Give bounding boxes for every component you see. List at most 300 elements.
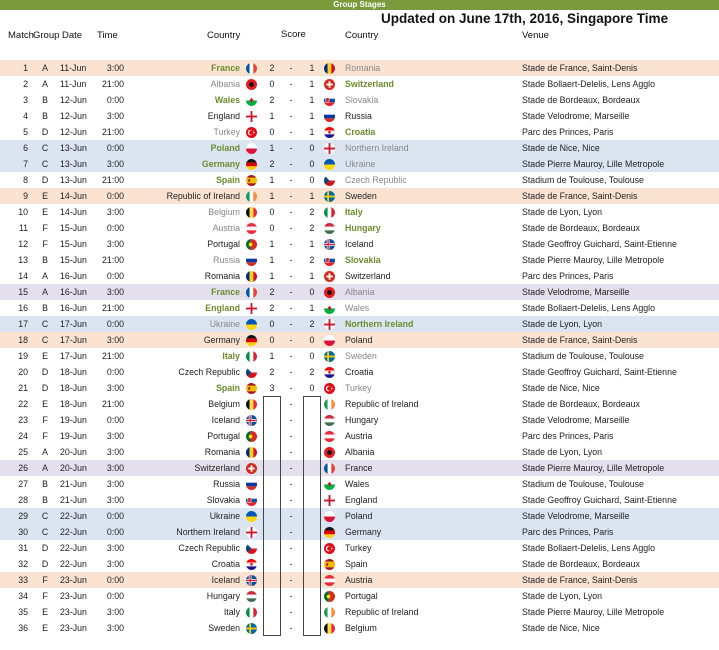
score-separator: - [289, 511, 293, 521]
match-number: 26 [18, 463, 28, 473]
match-number: 4 [23, 111, 28, 121]
score-separator: - [289, 79, 293, 89]
match-group: B [42, 95, 48, 105]
match-venue: Stade de Lyon, Lyon [522, 207, 603, 217]
match-venue: Stade Velodrome, Marseille [522, 415, 630, 425]
home-score-input[interactable] [263, 588, 281, 604]
away-team: Poland [345, 335, 373, 345]
away-score-input[interactable] [303, 588, 321, 604]
match-venue: Stade Pierre Mauroy, Lille Metropole [522, 463, 665, 473]
match-date: 17-Jun [60, 335, 87, 345]
match-group: D [41, 175, 49, 185]
match-time: 3:00 [106, 623, 124, 633]
match-number: 7 [23, 159, 28, 169]
match-date: 13-Jun [60, 143, 87, 153]
match-venue: Stade Pierre Mauroy, Lille Metropole [522, 255, 665, 265]
table-row [0, 428, 719, 444]
away-score: 1 [309, 271, 315, 281]
match-date: 15-Jun [60, 239, 87, 249]
away-score: 2 [309, 319, 315, 329]
match-number: 16 [18, 303, 28, 313]
match-number: 25 [18, 447, 28, 457]
home-score: 2 [269, 287, 275, 297]
away-score-input[interactable] [303, 620, 321, 636]
away-flag-icon [324, 223, 335, 234]
match-date: 22-Jun [60, 527, 87, 537]
match-venue: Stade de Bordeaux, Bordeaux [522, 95, 640, 105]
table-row [0, 332, 719, 348]
home-score-input[interactable] [263, 428, 281, 444]
away-score: 1 [309, 191, 315, 201]
away-score-input[interactable] [303, 524, 321, 540]
match-date: 18-Jun [60, 399, 87, 409]
home-score-input[interactable] [263, 476, 281, 492]
match-time: 3:00 [106, 447, 124, 457]
match-venue: Stade de France, Saint-Denis [522, 575, 638, 585]
away-score: 1 [309, 95, 315, 105]
home-score-input[interactable] [263, 444, 281, 460]
home-team: Albania [210, 79, 240, 89]
table-row [0, 508, 719, 524]
match-date: 11-Jun [60, 63, 87, 73]
away-team: Republic of Ireland [345, 607, 419, 617]
away-score-input[interactable] [303, 508, 321, 524]
match-date: 11-Jun [60, 79, 87, 89]
table-row [0, 60, 719, 76]
table-row [0, 556, 719, 572]
match-group: B [42, 255, 48, 265]
home-flag-icon [246, 479, 257, 490]
away-team: Austria [345, 431, 373, 441]
home-flag-icon [246, 335, 257, 346]
match-number: 5 [23, 127, 28, 137]
home-flag-icon [246, 543, 257, 554]
match-date: 14-Jun [60, 207, 87, 217]
match-venue: Stade de Bordeaux, Bordeaux [522, 399, 640, 409]
home-flag-icon [246, 367, 257, 378]
away-team: Russia [345, 111, 372, 121]
match-group: E [42, 623, 48, 633]
home-flag-icon [246, 623, 257, 634]
away-team: Switzerland [345, 271, 391, 281]
match-group: A [42, 63, 48, 73]
home-score-input[interactable] [263, 492, 281, 508]
score-separator: - [289, 191, 293, 201]
match-venue: Stade Geoffroy Guichard, Saint-Etienne [522, 239, 677, 249]
away-team: Hungary [345, 415, 379, 425]
match-date: 12-Jun [60, 127, 87, 137]
home-team: Sweden [208, 623, 240, 633]
match-number: 2 [23, 79, 28, 89]
away-score-input[interactable] [303, 412, 321, 428]
match-date: 18-Jun [60, 383, 87, 393]
match-time: 3:00 [106, 479, 124, 489]
match-group: B [42, 495, 48, 505]
home-team: Germany [203, 335, 240, 345]
match-group: E [42, 351, 48, 361]
match-time: 3:00 [106, 239, 124, 249]
home-flag-icon [246, 271, 257, 282]
away-team: Republic of Ireland [345, 399, 419, 409]
away-flag-icon [324, 159, 335, 170]
table-row [0, 364, 719, 380]
away-score: 0 [309, 335, 315, 345]
match-group: F [42, 431, 48, 441]
score-separator: - [289, 239, 293, 249]
match-number: 17 [18, 319, 28, 329]
away-score-input[interactable] [303, 396, 321, 412]
table-row [0, 220, 719, 236]
away-team: Croatia [345, 127, 376, 137]
score-separator: - [289, 527, 293, 537]
table-row [0, 572, 719, 588]
away-team: Northern Ireland [345, 143, 409, 153]
away-flag-icon [324, 543, 335, 554]
away-team: Hungary [345, 223, 381, 233]
away-team: Ukraine [345, 159, 376, 169]
home-score-input[interactable] [263, 556, 281, 572]
score-separator: - [289, 207, 293, 217]
home-team: Czech Republic [178, 543, 240, 553]
match-group: D [41, 559, 49, 569]
match-group: F [42, 575, 48, 585]
away-score: 0 [309, 383, 315, 393]
match-group: C [41, 335, 49, 345]
match-time: 0:00 [106, 319, 124, 329]
match-time: 21:00 [101, 175, 124, 185]
match-number: 14 [18, 271, 28, 281]
away-team: Wales [345, 303, 370, 313]
away-team: Czech Republic [345, 175, 407, 185]
away-score-input[interactable] [303, 540, 321, 556]
match-venue: Stade de Lyon, Lyon [522, 319, 603, 329]
home-score: 1 [269, 143, 275, 153]
match-date: 14-Jun [60, 191, 87, 201]
home-score-input[interactable] [263, 508, 281, 524]
match-venue: Parc des Princes, Paris [522, 431, 614, 441]
match-date: 20-Jun [60, 447, 87, 457]
away-flag-icon [324, 575, 335, 586]
home-flag-icon [246, 287, 257, 298]
match-date: 17-Jun [60, 351, 87, 361]
home-team: France [211, 63, 240, 73]
away-score: 1 [309, 111, 315, 121]
away-flag-icon [324, 495, 335, 506]
score-separator: - [289, 111, 293, 121]
match-number: 33 [18, 575, 28, 585]
match-number: 34 [18, 591, 28, 601]
score-separator: - [289, 143, 293, 153]
table-row [0, 236, 719, 252]
away-team: Albania [345, 447, 375, 457]
match-date: 16-Jun [60, 303, 87, 313]
match-date: 22-Jun [60, 543, 87, 553]
table-row [0, 524, 719, 540]
match-venue: Stade de Lyon, Lyon [522, 447, 603, 457]
header-date: Date [62, 30, 83, 41]
match-time: 3:00 [106, 463, 124, 473]
match-group: B [42, 111, 48, 121]
match-number: 22 [18, 399, 28, 409]
home-score-input[interactable] [263, 604, 281, 620]
table-row [0, 348, 719, 364]
match-venue: Stade Geoffroy Guichard, Saint-Etienne [522, 367, 677, 377]
score-separator: - [289, 287, 293, 297]
away-team: Slovakia [345, 95, 379, 105]
match-number: 30 [18, 527, 28, 537]
score-separator: - [289, 591, 293, 601]
score-separator: - [289, 271, 293, 281]
away-team: Switzerland [345, 79, 394, 89]
match-time: 0:00 [106, 271, 124, 281]
home-score-input[interactable] [263, 460, 281, 476]
match-time: 21:00 [101, 303, 124, 313]
away-flag-icon [324, 623, 335, 634]
match-group: C [41, 159, 49, 169]
match-date: 23-Jun [60, 623, 87, 633]
match-number: 29 [18, 511, 28, 521]
score-separator: - [289, 415, 293, 425]
table-row [0, 76, 719, 92]
away-flag-icon [324, 607, 335, 618]
match-time: 0:00 [106, 575, 124, 585]
match-number: 27 [18, 479, 28, 489]
home-team: Spain [216, 175, 240, 185]
match-time: 3:00 [106, 335, 124, 345]
away-score-input[interactable] [303, 460, 321, 476]
table-row [0, 140, 719, 156]
match-date: 21-Jun [60, 479, 87, 489]
home-team: Iceland [211, 575, 240, 585]
away-score: 2 [309, 223, 315, 233]
table-row [0, 252, 719, 268]
home-team: Ukraine [209, 511, 240, 521]
match-number: 28 [18, 495, 28, 505]
away-team: Wales [345, 479, 370, 489]
home-team: Ukraine [209, 319, 240, 329]
header-score: Score [281, 29, 306, 40]
home-flag-icon [246, 255, 257, 266]
table-row [0, 380, 719, 396]
home-team: Republic of Ireland [166, 191, 240, 201]
match-number: 20 [18, 367, 28, 377]
away-score: 1 [309, 303, 315, 313]
away-score: 1 [309, 239, 315, 249]
match-time: 3:00 [106, 543, 124, 553]
away-team: Sweden [345, 351, 377, 361]
away-team: Spain [345, 559, 368, 569]
home-score: 2 [269, 95, 275, 105]
away-flag-icon [324, 479, 335, 490]
match-time: 3:00 [106, 383, 124, 393]
home-flag-icon [246, 447, 257, 458]
header-time: Time [97, 30, 118, 41]
match-time: 21:00 [101, 351, 124, 361]
home-flag-icon [246, 399, 257, 410]
match-number: 9 [23, 191, 28, 201]
table-row [0, 188, 719, 204]
match-venue: Stade de Lyon, Lyon [522, 591, 603, 601]
away-score-input[interactable] [303, 604, 321, 620]
home-score-input[interactable] [263, 396, 281, 412]
away-team: Belgium [345, 623, 377, 633]
score-separator: - [289, 607, 293, 617]
home-score: 0 [269, 335, 275, 345]
away-flag-icon [324, 255, 335, 266]
match-time: 21:00 [101, 127, 124, 137]
match-time: 3:00 [106, 111, 124, 121]
match-number: 1 [23, 63, 28, 73]
match-group: A [42, 287, 48, 297]
home-team: England [205, 303, 240, 313]
home-score-input[interactable] [263, 412, 281, 428]
home-score-input[interactable] [263, 572, 281, 588]
score-separator: - [289, 159, 293, 169]
home-score: 0 [269, 319, 275, 329]
match-venue: Parc des Princes, Paris [522, 127, 614, 137]
match-group: E [42, 207, 48, 217]
match-date: 12-Jun [60, 95, 87, 105]
match-group: C [41, 527, 49, 537]
table-row [0, 204, 719, 220]
table-row [0, 412, 719, 428]
match-venue: Stade de Bordeaux, Bordeaux [522, 559, 640, 569]
match-date: 18-Jun [60, 367, 87, 377]
home-team: Switzerland [194, 463, 240, 473]
away-flag-icon [324, 383, 335, 394]
home-team: Belgium [208, 207, 240, 217]
match-number: 21 [18, 383, 28, 393]
match-venue: Stade Bollaert-Delelis, Lens Agglo [522, 303, 656, 313]
home-flag-icon [246, 527, 257, 538]
score-separator: - [289, 383, 293, 393]
score-separator: - [289, 623, 293, 633]
home-flag-icon [246, 431, 257, 442]
away-flag-icon [324, 303, 335, 314]
home-team: Portugal [207, 239, 240, 249]
header-group: Group [33, 30, 60, 41]
score-separator: - [289, 559, 293, 569]
home-flag-icon [246, 511, 257, 522]
match-venue: Stade de Nice, Nice [522, 623, 600, 633]
away-flag-icon [324, 95, 335, 106]
match-group: C [41, 511, 49, 521]
match-time: 3:00 [106, 431, 124, 441]
away-score-input[interactable] [303, 476, 321, 492]
match-date: 23-Jun [60, 575, 87, 585]
home-score-input[interactable] [263, 620, 281, 636]
home-flag-icon [246, 415, 257, 426]
home-flag-icon [246, 207, 257, 218]
away-score-input[interactable] [303, 556, 321, 572]
match-group: C [41, 143, 49, 153]
home-team: Northern Ireland [176, 527, 240, 537]
away-team: France [345, 463, 373, 473]
home-flag-icon [246, 239, 257, 250]
match-venue: Stade de Nice, Nice [522, 383, 600, 393]
away-score-input[interactable] [303, 572, 321, 588]
match-venue: Parc des Princes, Paris [522, 271, 614, 281]
header-country-home: Country [207, 30, 241, 41]
score-separator: - [289, 399, 293, 409]
header-country-away: Country [345, 30, 379, 41]
away-score-input[interactable] [303, 428, 321, 444]
home-team: Italy [222, 351, 240, 361]
away-flag-icon [324, 287, 335, 298]
table-row [0, 300, 719, 316]
match-group: B [42, 479, 48, 489]
score-separator: - [289, 351, 293, 361]
match-group: F [42, 223, 48, 233]
match-date: 23-Jun [60, 607, 87, 617]
away-flag-icon [324, 447, 335, 458]
home-score-input[interactable] [263, 540, 281, 556]
match-venue: Stade de France, Saint-Denis [522, 63, 638, 73]
score-separator: - [289, 319, 293, 329]
table-row [0, 620, 719, 636]
table-row [0, 284, 719, 300]
away-team: Turkey [345, 543, 372, 553]
score-separator: - [289, 127, 293, 137]
away-team: Turkey [345, 383, 372, 393]
home-flag-icon [246, 383, 257, 394]
match-venue: Stadium de Toulouse, Toulouse [522, 479, 644, 489]
match-group: E [42, 191, 48, 201]
table-row [0, 396, 719, 412]
home-score: 1 [269, 351, 275, 361]
match-number: 10 [18, 207, 28, 217]
away-score-input[interactable] [303, 492, 321, 508]
home-score-input[interactable] [263, 524, 281, 540]
match-number: 19 [18, 351, 28, 361]
match-group: E [42, 399, 48, 409]
match-date: 19-Jun [60, 431, 87, 441]
home-flag-icon [246, 79, 257, 90]
match-number: 8 [23, 175, 28, 185]
match-venue: Stade de Nice, Nice [522, 143, 600, 153]
score-separator: - [289, 255, 293, 265]
away-team: Slovakia [345, 255, 381, 265]
match-date: 19-Jun [60, 415, 87, 425]
match-group: D [41, 383, 49, 393]
match-date: 22-Jun [60, 559, 87, 569]
away-team: Poland [345, 511, 373, 521]
away-score: 2 [309, 207, 315, 217]
match-group: D [41, 127, 49, 137]
home-flag-icon [246, 223, 257, 234]
home-flag-icon [246, 95, 257, 106]
away-flag-icon [324, 127, 335, 138]
home-team: Russia [213, 255, 240, 265]
match-date: 12-Jun [60, 111, 87, 121]
home-team: Austria [212, 223, 240, 233]
away-team: Romania [345, 63, 381, 73]
score-separator: - [289, 495, 293, 505]
match-date: 20-Jun [60, 463, 87, 473]
home-flag-icon [246, 351, 257, 362]
match-venue: Stade Pierre Mauroy, Lille Metropole [522, 607, 665, 617]
away-flag-icon [324, 335, 335, 346]
table-row [0, 124, 719, 140]
table-row [0, 92, 719, 108]
away-score-input[interactable] [303, 444, 321, 460]
home-team: Czech Republic [178, 367, 240, 377]
match-date: 16-Jun [60, 271, 87, 281]
match-number: 13 [18, 255, 28, 265]
match-time: 0:00 [106, 95, 124, 105]
away-score: 0 [309, 159, 315, 169]
match-number: 6 [23, 143, 28, 153]
